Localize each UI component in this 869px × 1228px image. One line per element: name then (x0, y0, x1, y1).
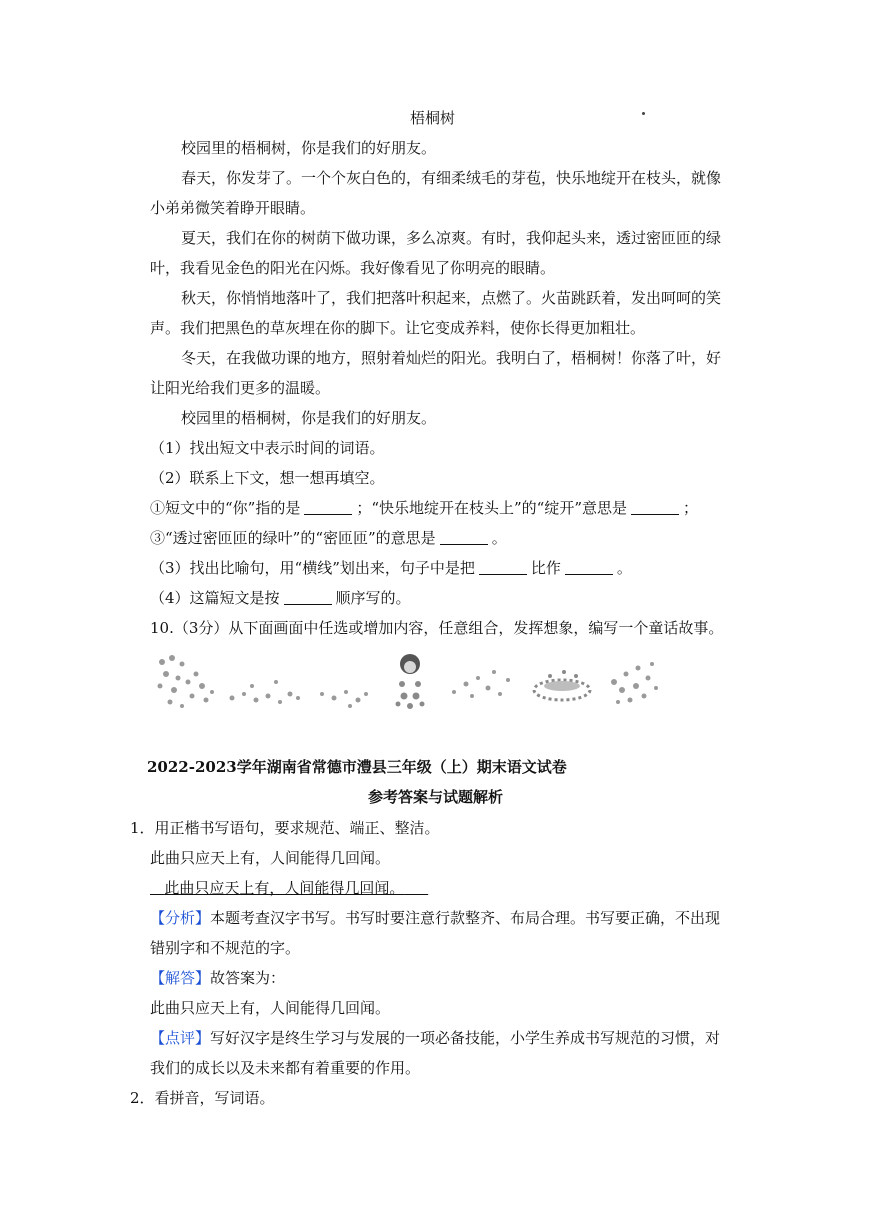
comment-tag: 【点评】 (150, 1029, 211, 1047)
story-paragraph: 校园里的梧桐树，你是我们的好朋友。 (181, 409, 437, 427)
story-paragraph: 叶，我看见金色的阳光在闪烁。我好像看见了你明亮的眼睛。 (150, 259, 556, 277)
story-paragraph: 声。我们把黑色的草灰埋在你的脚下。让它变成养料，使你长得更加粗壮。 (150, 319, 646, 337)
story-paragraph: 小弟弟微笑着睁开眼睛。 (150, 199, 316, 217)
tree-picture (158, 655, 215, 708)
answer-item-1: 1．用正楷书写语句，要求规范、端正、整洁。 (130, 819, 440, 837)
answers-heading: 2022-2023学年湖南省常德市澧县三年级（上）期末语文试卷 (147, 758, 567, 776)
comment-line: 【点评】写好汉字是终生学习与发展的一项必备技能，小学生养成书写规范的习惯，对 (150, 1029, 721, 1047)
story-title: 梧桐树 (410, 109, 456, 127)
story-paragraph: 让阳光给我们更多的温暖。 (150, 379, 331, 397)
question-1: （1）找出短文中表示时间的词语。 (150, 439, 385, 457)
leaves-picture (230, 680, 301, 704)
story-paragraph: 校园里的梧桐树，你是我们的好朋友。 (181, 139, 437, 157)
question-2: （2）联系上下文，想一想再填空。 (150, 469, 385, 487)
answer-sentence: 此曲只应天上有，人间能得几回闻。 (150, 849, 391, 867)
answer-blank[interactable] (631, 500, 679, 515)
answer-blank[interactable] (304, 500, 352, 515)
analysis-tag: 【分析】 (150, 909, 211, 927)
story-paragraph: 夏天，我们在你的树荫下做功课，多么凉爽。有时，我仰起头来，透过密匝匝的绿 (181, 229, 722, 247)
girl-picture (396, 654, 425, 709)
answer-blank[interactable] (284, 590, 332, 605)
question-2a: ①短文中的“你”指的是 ；“快乐地绽开在枝头上”的“绽开”意思是 ； (150, 499, 699, 517)
bowl-picture (534, 670, 590, 700)
answers-subheading: 参考答案与试题解析 (368, 788, 504, 806)
grass-picture (452, 670, 510, 698)
bird-picture (611, 662, 658, 704)
question-4: （4）这篇短文是按 顺序写的。 (150, 589, 411, 607)
question-10: 10.（3分）从下面画面中任选或增加内容，任意组合，发挥想象，编写一个童话故事。 (150, 619, 724, 637)
sprout-picture (320, 690, 368, 708)
answer-blank[interactable] (440, 530, 488, 545)
question-2b: ③“透过密匝匝的绿叶”的“密匝匝”的意思是 。 (150, 529, 507, 547)
comment-line: 我们的成长以及未来都有着重要的作用。 (150, 1059, 421, 1077)
answer-item-2: 2．看拼音，写词语。 (130, 1089, 275, 1107)
answer-filled-line: 此曲只应天上有，人间能得几回闻。 (164, 879, 405, 897)
analysis-line: 【分析】本题考查汉字书写。书写时要注意行款整齐、布局合理。书写要正确，不出现 (150, 909, 721, 927)
story-paragraph: 秋天，你悄悄地落叶了，我们把落叶积起来，点燃了。火苗跳跃着，发出呵呵的笑 (181, 289, 722, 307)
solution-text: 此曲只应天上有，人间能得几回闻。 (150, 999, 391, 1017)
solution-tag: 【解答】 (150, 969, 211, 987)
question-3: （3）找出比喻句，用“横线”划出来，句子中是把 比作 。 (150, 559, 632, 577)
story-paragraph: 春天，你发芽了。一个个灰白色的，有细柔绒毛的芽苞，快乐地绽开在枝头，就像 (181, 169, 722, 187)
story-paragraph: 冬天，在我做功课的地方，照射着灿烂的阳光。我明白了，梧桐树！你落了叶，好 (181, 349, 722, 367)
story-pictures (152, 652, 664, 714)
answer-blank[interactable] (479, 560, 527, 575)
answer-blank[interactable] (565, 560, 613, 575)
solution-line: 【解答】故答案为： (150, 969, 286, 987)
analysis-line: 错别字和不规范的字。 (150, 939, 301, 957)
stray-dot (642, 112, 645, 115)
